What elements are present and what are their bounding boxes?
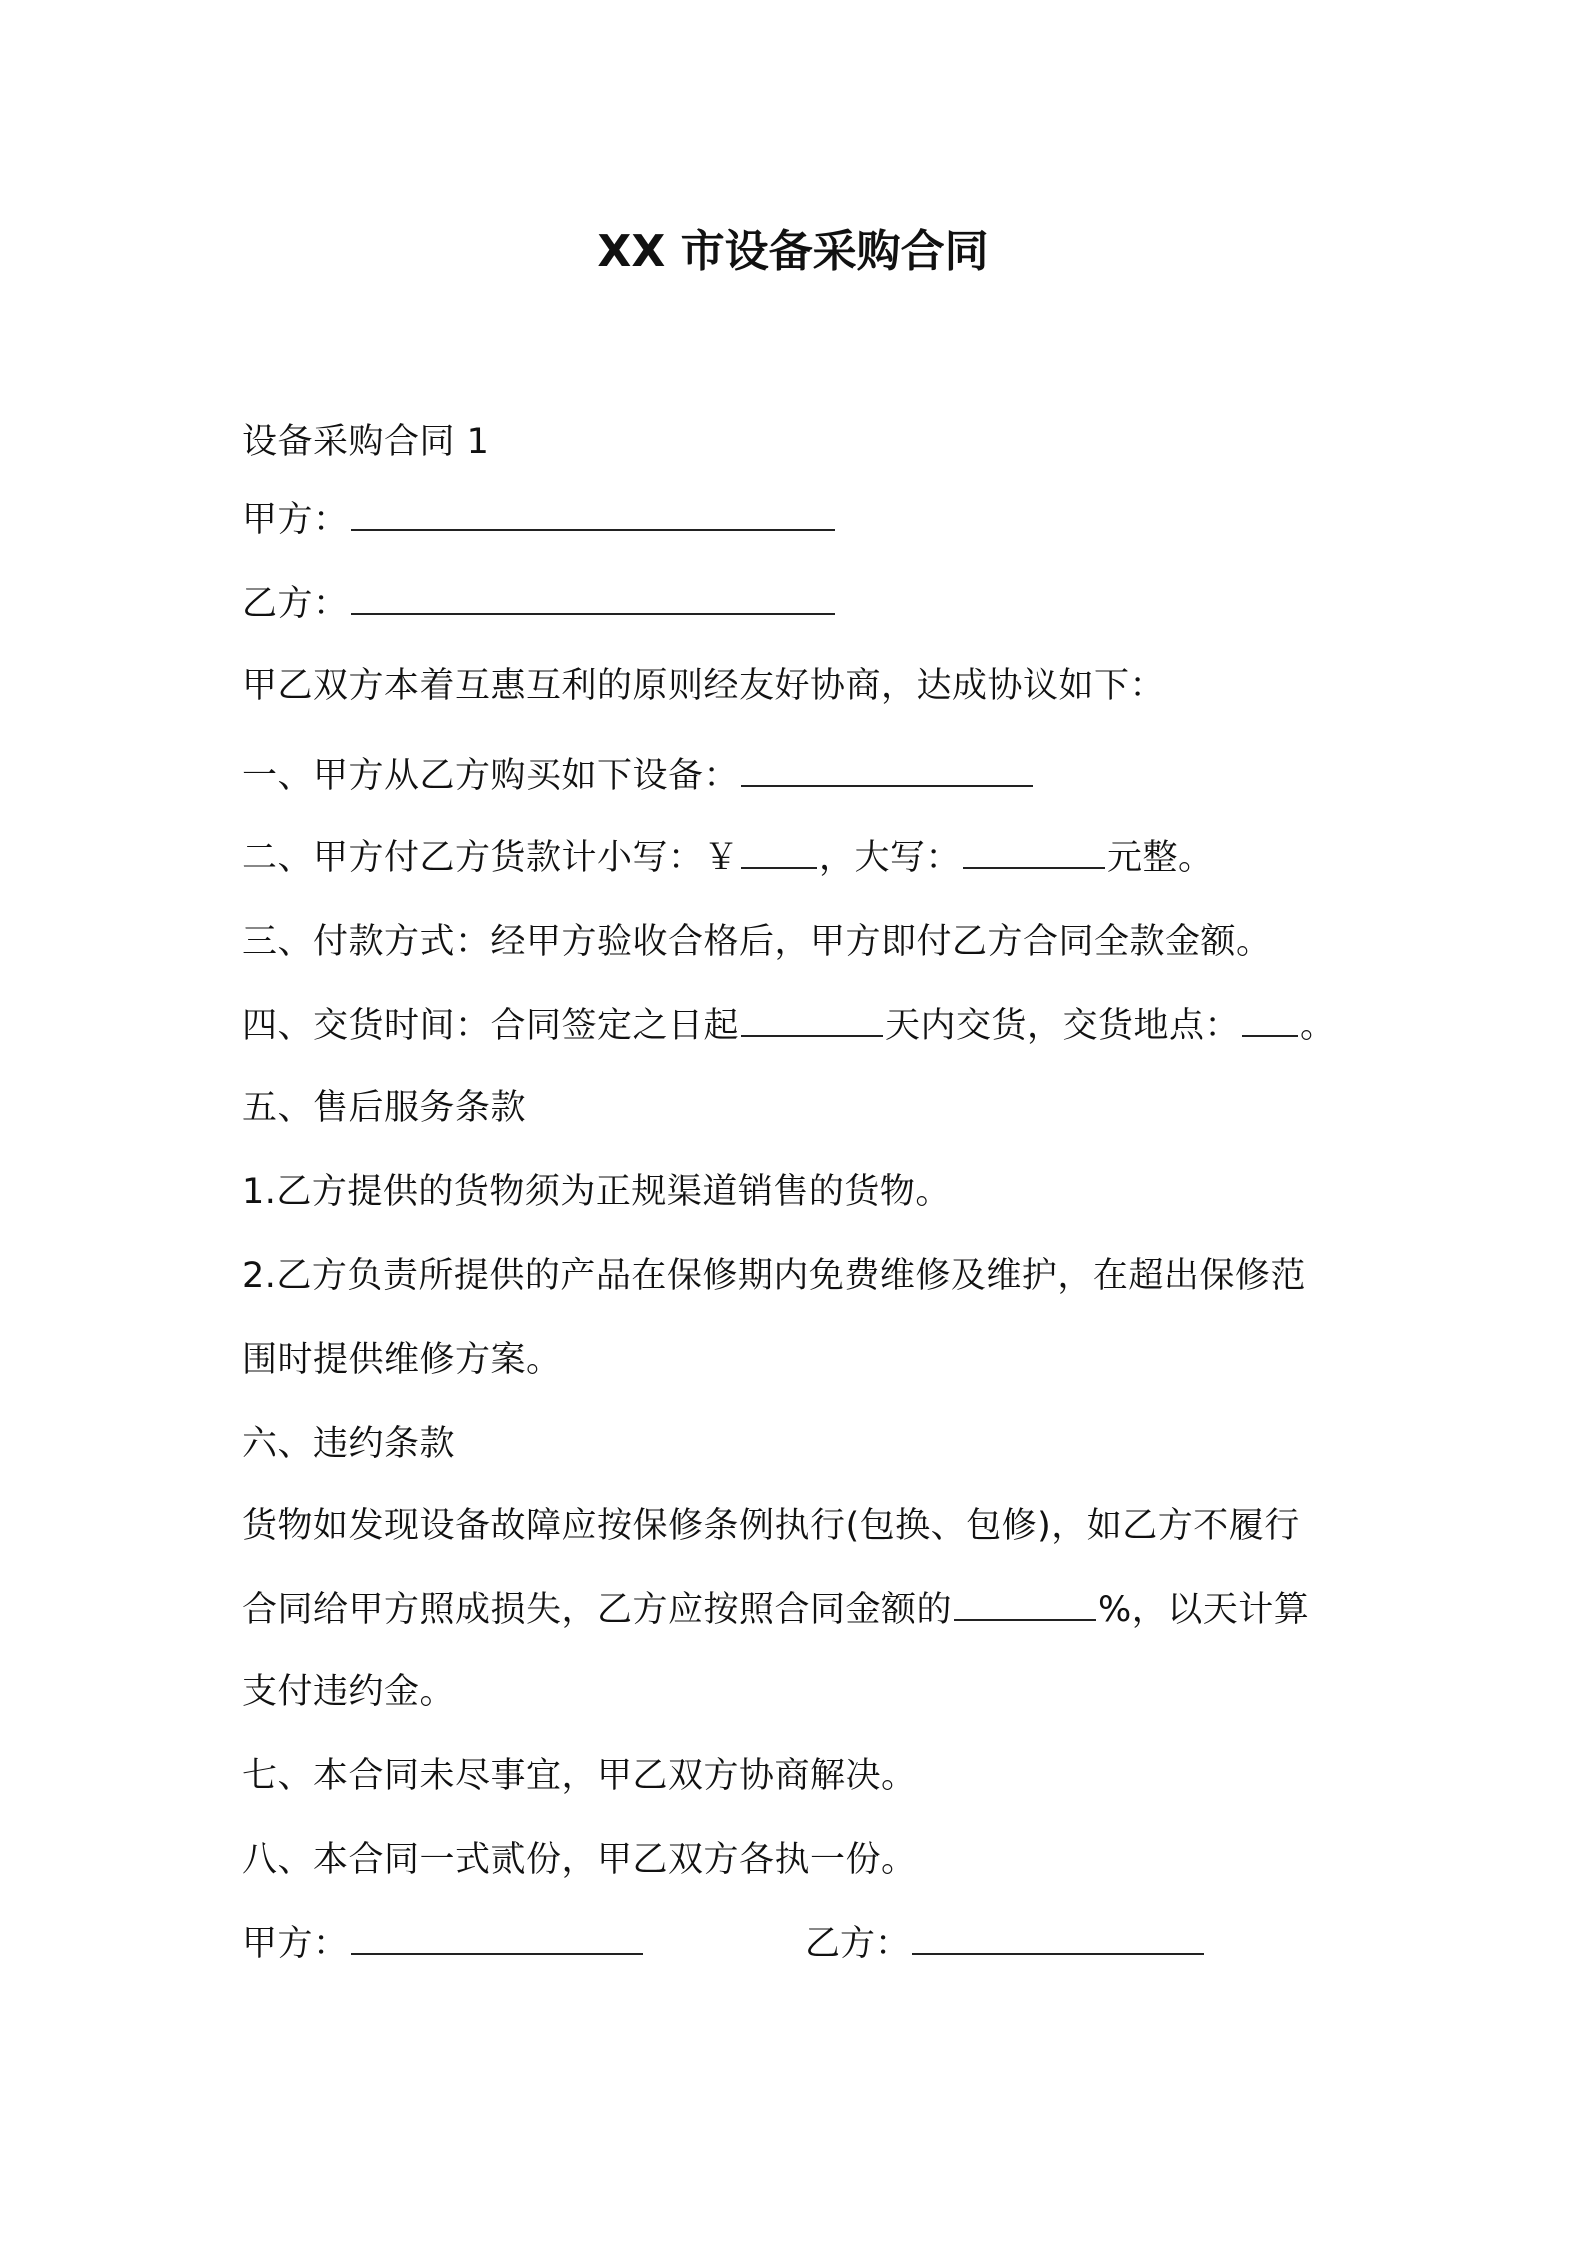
amount-figures-blank bbox=[741, 835, 817, 869]
delivery-days-blank bbox=[741, 1003, 883, 1037]
clause-6-heading: 六、违约条款 bbox=[242, 1424, 456, 1464]
penalty-rate-blank bbox=[954, 1587, 1096, 1621]
clause-4-text-a: 四、交货时间：合同签定之日起 bbox=[242, 1006, 740, 1046]
clause-1 bbox=[242, 752, 1035, 800]
clause-6-line-3: 支付违约金。 bbox=[242, 1672, 456, 1712]
signature-party-a bbox=[242, 1920, 645, 1968]
clause-5-heading: 五、售后服务条款 bbox=[242, 1088, 527, 1128]
clause-2-text-c: 元整。 bbox=[1107, 838, 1214, 878]
party-a-blank bbox=[351, 497, 835, 531]
party-b-label: 乙方： bbox=[242, 584, 349, 624]
signature-a-blank bbox=[351, 1921, 643, 1955]
clause-6-line-2 bbox=[242, 1586, 1309, 1634]
contract-title: XX 市设备采购合同 bbox=[597, 226, 989, 277]
contract-subtitle: 设备采购合同 1 bbox=[242, 422, 490, 462]
signature-b-label: 乙方： bbox=[805, 1924, 911, 1964]
intro-paragraph: 甲乙双方本着互惠互利的原则经友好协商，达成协议如下： bbox=[242, 666, 1166, 706]
equipment-blank bbox=[741, 753, 1033, 787]
clause-2-text-b: ，大写： bbox=[819, 838, 962, 878]
signature-a-label: 甲方： bbox=[242, 1924, 349, 1964]
signature-b-blank bbox=[912, 1921, 1204, 1955]
delivery-place-blank bbox=[1242, 1003, 1298, 1037]
party-a-line bbox=[242, 496, 837, 544]
clause-5-item-1: 1.乙方提供的货物须为正规渠道销售的货物。 bbox=[242, 1172, 951, 1212]
clause-7: 七、本合同未尽事宜，甲乙双方协商解决。 bbox=[242, 1756, 917, 1796]
clause-8: 八、本合同一式贰份，甲乙双方各执一份。 bbox=[242, 1840, 917, 1880]
clause-2 bbox=[242, 834, 1214, 882]
clause-5-item-2-line-2: 围时提供维修方案。 bbox=[242, 1340, 562, 1380]
clause-4-text-c: 。 bbox=[1300, 1006, 1336, 1046]
clause-4-text-b: 天内交货，交货地点： bbox=[885, 1006, 1241, 1046]
party-a-label: 甲方： bbox=[242, 500, 349, 540]
clause-6-line-1: 货物如发现设备故障应按保修条例执行(包换、包修)，如乙方不履行 bbox=[242, 1506, 1300, 1546]
clause-5-item-2-line-1: 2.乙方负责所提供的产品在保修期内免费维修及维护，在超出保修范 bbox=[242, 1256, 1306, 1296]
clause-1-text: 一、甲方从乙方购买如下设备： bbox=[242, 756, 740, 796]
clause-3: 三、付款方式：经甲方验收合格后，甲方即付乙方合同全款金额。 bbox=[242, 922, 1272, 962]
clause-6-text-a: 合同给甲方照成损失，乙方应按照合同金额的 bbox=[242, 1590, 953, 1630]
clause-2-text-a: 二、甲方付乙方货款计小写：￥ bbox=[242, 838, 740, 878]
party-b-line bbox=[242, 580, 837, 628]
signature-party-b bbox=[805, 1920, 1206, 1968]
clause-4 bbox=[242, 1002, 1336, 1050]
amount-words-blank bbox=[963, 835, 1105, 869]
clause-6-text-b: %，以天计算 bbox=[1098, 1590, 1310, 1630]
party-b-blank bbox=[351, 581, 835, 615]
